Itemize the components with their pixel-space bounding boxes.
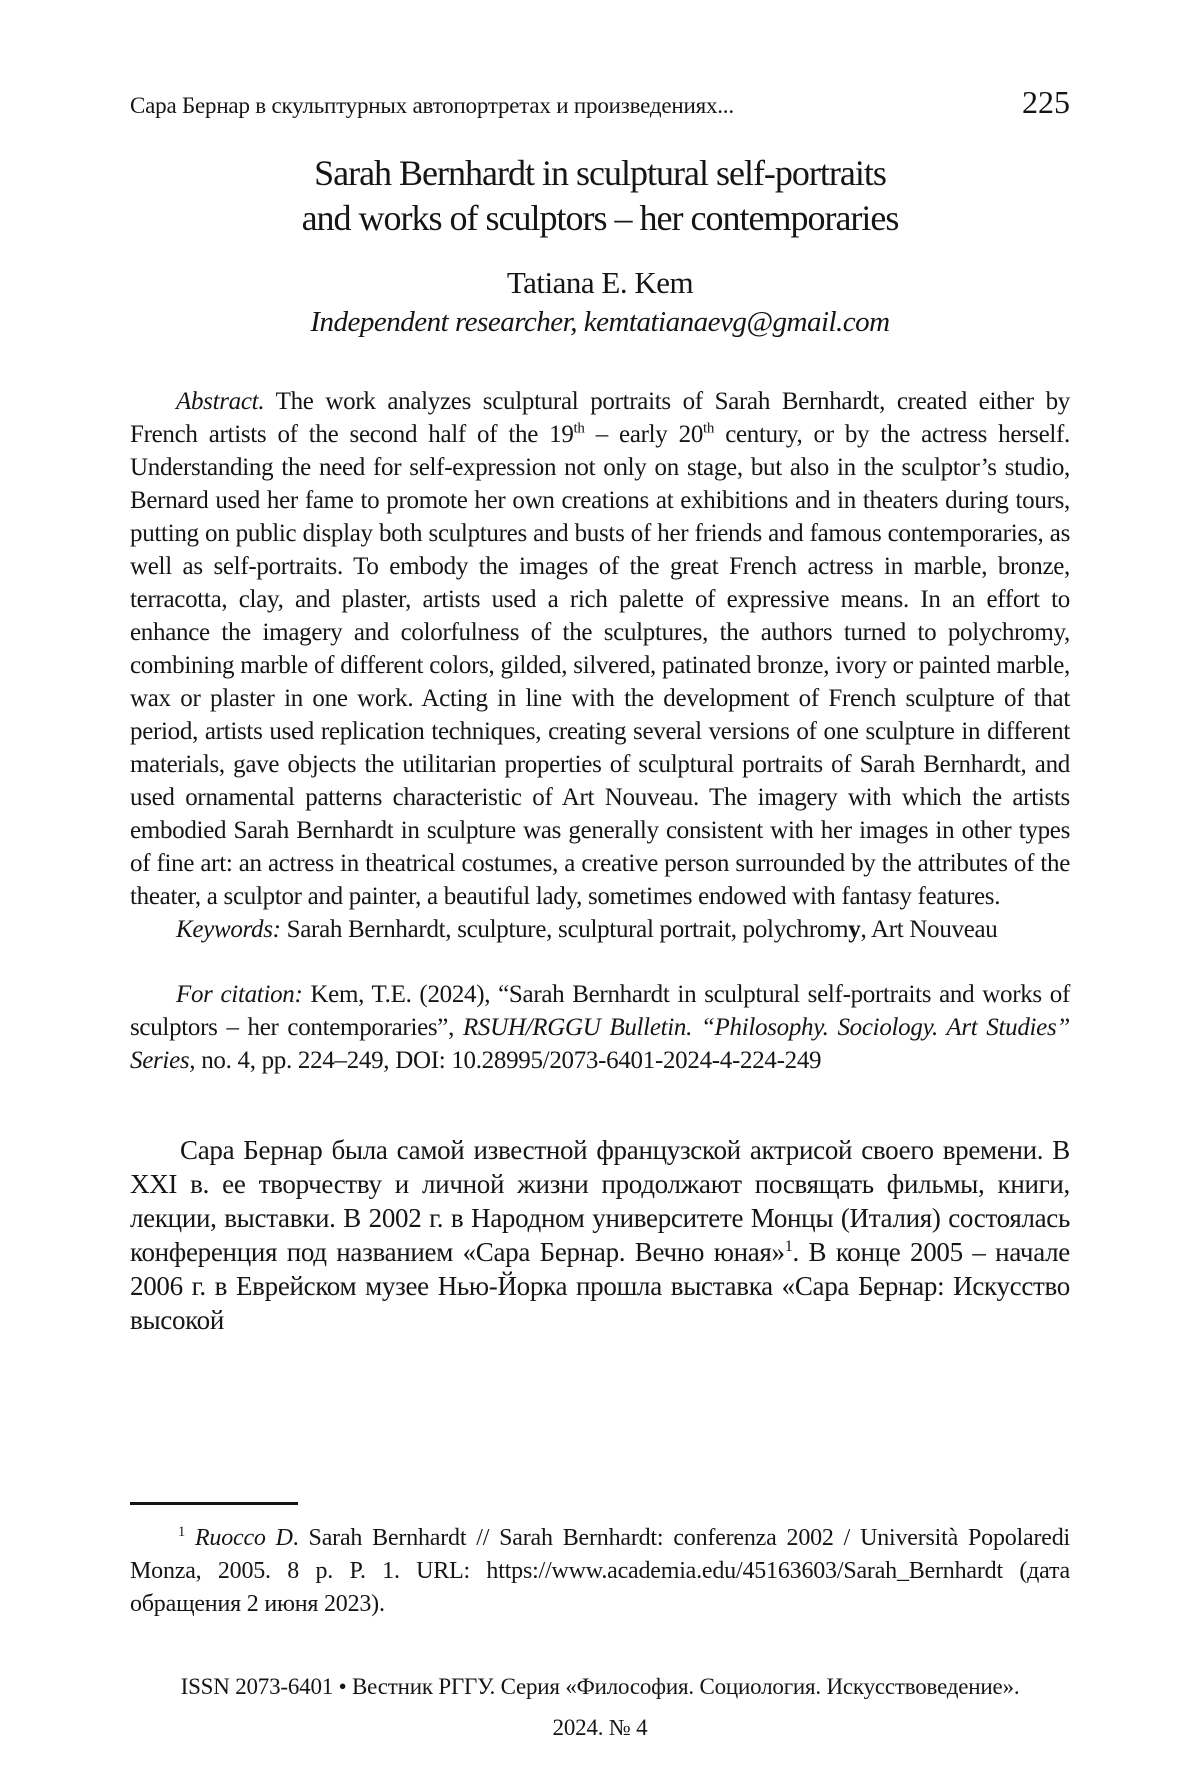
body-text-1: Сара Бернар была самой известной французской актрисой своего времени. В XXI в. ее творчеству и личной жизни продолжают посвящать фильмы, книги, лекции, выставки. В 2002 г. в Народном университете Монцы (Италия) состоялась конференция под названием «Сара Бернар. Вечно юная» [130,1135,1070,1267]
body-paragraph [130,1133,1070,1337]
keywords-text-2: , Art Nouveau [860,916,998,943]
article-title [130,151,1070,241]
keywords-bold-letter: y [848,916,861,943]
author-name: Tatiana E. Kem [506,265,694,300]
footer-issn-line: ISSN 2073-6401 • Вестник РГГУ. Серия «Философия. Социология. Искусствоведение». [180,1674,1020,1699]
article-title-line2: and works of sculptors – her contemporaries [301,198,899,238]
page-number: 225 [1022,84,1070,120]
abstract-text-2: – early 20 [584,421,704,448]
ordinal-superscript: th [703,420,715,437]
citation-label: For citation: [176,981,303,1008]
citation-text-2: no. 4, pp. 224–249, DOI: 10.28995/2073-6401-2024-4-224-249 [195,1047,822,1074]
running-head [130,84,1070,121]
author-affiliation: Independent researcher, kemtatianaevg@gmail.com [310,306,890,338]
citation-text-1: Kem, T.E. (2024), “Sarah Bernhardt in sculptural self-portraits and works of sculptors – her contemporaries”, [130,981,1070,1041]
citation-journal-italic: RSUH/RGGU Bulletin. “Philosophy. Sociology. Art Studies” Series, [130,1014,1070,1074]
page-footer [0,1666,1200,1748]
article-title-line1: Sarah Bernhardt in sculptural self-portraits [314,153,886,193]
footnote-separator [130,1502,298,1505]
abstract-paragraph [130,385,1070,913]
keywords-paragraph [130,913,1070,946]
footnote-author: Ruocco D [185,1525,293,1551]
footnote-text: . Sarah Bernhardt // Sarah Bernhardt: conferenza 2002 / Università Popolaredi Monza, 2005. 8 p. P. 1. URL: https://www.academia.edu/45163603/Sarah_Bernhardt (дата обращения 2 июня 2023). [130,1525,1070,1617]
running-head-title: Сара Бернар в скульптурных автопортретах и произведениях... [130,93,734,118]
footnote-number: 1 [178,1524,185,1540]
footnote-reference: 1 [784,1237,793,1255]
abstract-text-1: The work analyzes sculptural portraits of Sarah Bernhardt, created either by French artists of the second half of the 19 [130,388,1070,448]
keywords-text-1: Sarah Bernhardt, sculpture, sculptural portrait, polychrom [280,916,849,943]
citation-paragraph [130,978,1070,1077]
footnote [130,1522,1070,1621]
keywords-label: Keywords: [176,916,281,943]
footer-issue-line: 2024. № 4 [552,1715,648,1740]
ordinal-superscript: th [573,420,585,437]
abstract-label: Abstract. [176,388,265,415]
abstract-text-3: century, or by the actress herself. Understanding the need for self-expression not only on stage, but also in the sculptor’s studio, Bernard used her fame to promote her own creations at exhibitions and in theaters during tours, putting on public display both sculptures and busts of her friends and famous contemporaries, as well as self-portraits. To embody the images of the great French actress in marble, bronze, terracotta, clay, and plaster, artists used a rich palette of expressive means. In an effort to enhance the imagery and colorfulness of the sculptures, the authors turned to polychromy, combining marble of different colors, gilded, silvered, patinated bronze, ivory or painted marble, wax or plaster in one work. Acting in line with the development of French sculpture of that period, artists used replication techniques, creating several versions of one sculpture in different materials, gave objects the utilitarian properties of sculptural portraits of Sarah Bernhardt, and used ornamental patterns characteristic of Art Nouveau. The imagery with which the artists embodied Sarah Bernhardt in sculpture was generally consistent with her images in other types of fine art: an actress in theatrical costumes, a creative person surrounded by the attributes of the theater, a sculptor and painter, a beautiful lady, sometimes endowed with fantasy features. [130,421,1070,910]
body-text-2: . В конце 2005 – начале 2006 г. в Еврейском музее Нью-Йорка прошла выставка «Сара Бернар: Искусство высокой [130,1237,1070,1335]
